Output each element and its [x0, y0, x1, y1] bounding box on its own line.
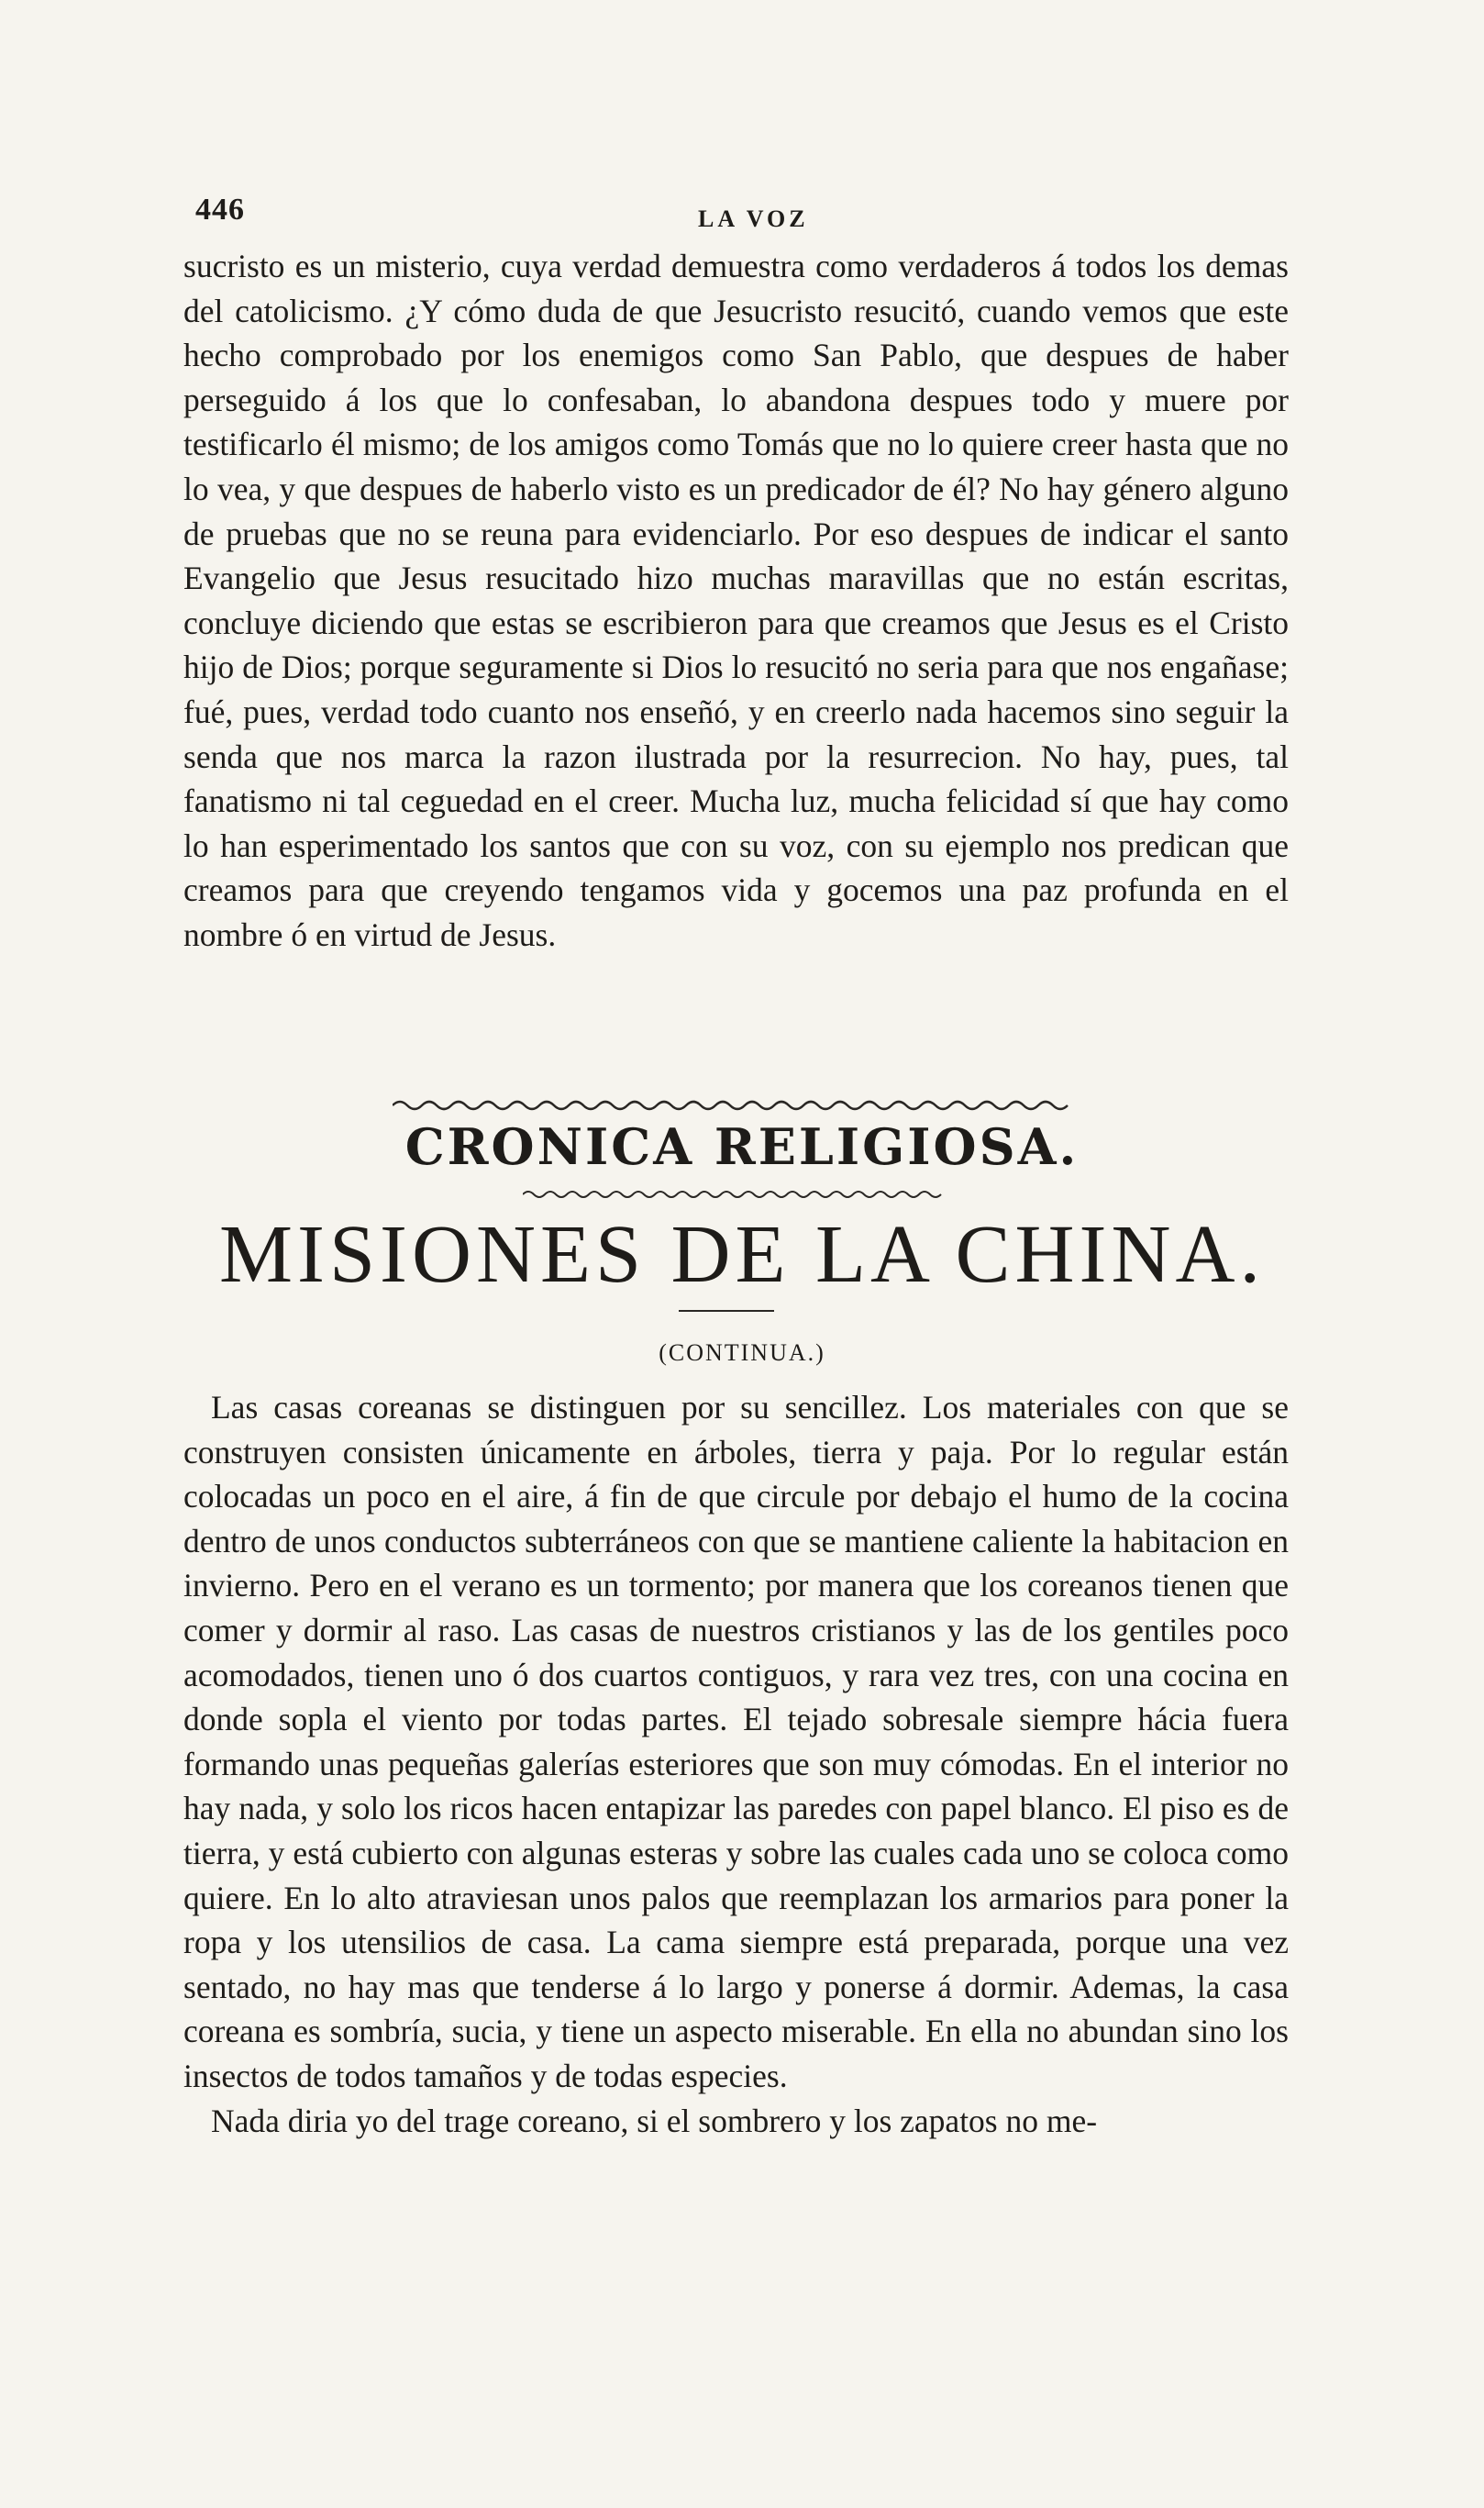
continued-text-block [183, 244, 1289, 958]
wavy-rule-ornament-bottom [523, 1188, 945, 1201]
section-heading: CRONICA RELIGIOSA. [404, 1117, 1080, 1176]
article-title: MISIONES DE LA CHINA. [219, 1209, 1265, 1300]
continued-paragraph: sucristo es un misterio, cuya verdad demuestra como verdaderos á todos los demas del catolicismo. ¿Y cómo duda de que Jesucristo resucitó, cuando vemos que este hecho comprobado por los enemigos como San Pablo, que despues de haber perseguido á los que lo confesaban, lo abandona despues todo y muere por testificarlo él mismo; de los amigos como Tomás que no lo quiere creer hasta que no lo vea, y que despues de haberlo visto es un predicador de él? No hay género alguno de pruebas que no se reuna para evidenciarlo. Por eso despues de indicar el santo Evangelio que Jesus resucitado hizo muchas maravillas que no están escritas, concluye diciendo que estas se escribieron para que creamos que Jesus es el Cristo hijo de Dios; porque seguramente si Dios lo resucitó no seria para que nos engañase; fué, pues, verdad todo cuanto nos enseñó, y en creerlo nada hacemos sino seguir la senda que nos marca la razon ilustrada por la resurrecion. No hay, pues, tal fanatismo ni tal ceguedad en el creer. Mucha luz, mucha felicidad sí que hay como lo han esperimentado los santos que con su voz, con su ejemplo nos predican que creamos para que creyendo tengamos vida y gocemos una paz profunda en el nombre ó en virtud de Jesus. [183, 248, 1289, 953]
title-rule [679, 1310, 774, 1312]
page-number: 446 [195, 193, 245, 227]
wavy-rule-ornament-top [393, 1097, 1071, 1114]
article-subtitle: (CONTINUA.) [659, 1339, 825, 1366]
page-header [195, 193, 1296, 248]
article-body [183, 1385, 1289, 2143]
article-paragraph: Nada diria yo del trage coreano, si el sombrero y los zapatos no me- [211, 2102, 1098, 2139]
running-head: LA VOZ [698, 205, 809, 232]
article-paragraph: Las casas coreanas se distinguen por su sencillez. Los materiales con que se construyen consisten únicamente en árboles, tierra y paja. Por lo regular están colocadas un poco en el aire, á fin de que circule por debajo el humo de la cocina dentro de unos conductos subterráneos con que se mantiene caliente la habitacion en invierno. Pero en el verano es un tormento; por manera que los coreanos tienen que comer y dormir al raso. Las casas de nuestros cristianos y las de los gentiles poco acomodados, tienen uno ó dos cuartos contiguos, y rara vez tres, con una cocina en donde sopla el viento por todas partes. El tejado sobresale siempre hácia fuera formando unas pequeñas galerías esteriores que son muy cómodas. En el interior no hay nada, y solo los ricos hacen entapizar las paredes con papel blanco. El piso es de tierra, y está cubierto con algunas esteras y sobre las cuales cada uno se coloca como quiere. En lo alto atraviesan unos palos que reemplazan los armarios para poner la ropa y los utensilios de casa. La cama siempre está preparada, porque una vez sentado, no hay mas que tenderse á lo largo y ponerse á dormir. Ademas, la casa coreana es sombría, sucia, y tiene un aspecto miserable. En ella no abundan sino los insectos de todos tamaños y de todas especies. [183, 1389, 1289, 2094]
